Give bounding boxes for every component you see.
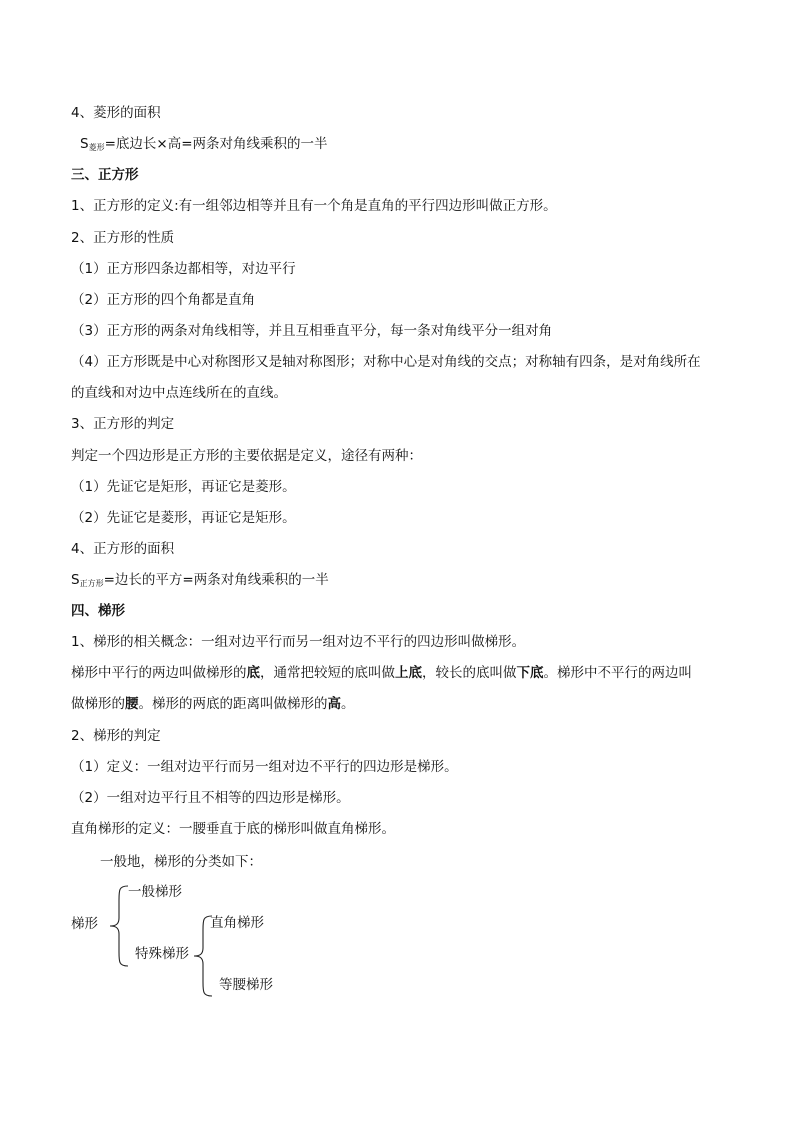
formula-s: S [71,572,80,588]
formula-subscript: 正方形 [79,579,104,588]
right-trapezoid-definition: 直角梯形的定义：一腰垂直于底的梯形叫做直角梯形。 [71,821,395,837]
text-run: ，通常把较短的底叫做 [260,665,395,681]
square-property: （1）正方形四条边都相等，对边平行 [71,261,296,277]
trapezoid-paragraph-line2 [71,694,355,714]
square-judge-intro: 判定一个四边形是正方形的主要依据是定义，途径有两种： [71,448,422,464]
bold-term: 下底 [516,665,544,681]
square-definition: 1、正方形的定义:有一组邻边相等并且有一个角是直角的平行四边形叫做正方形。 [71,198,557,214]
trapezoid-heading: 四、梯形 [71,603,125,619]
brace-root [106,884,130,968]
trapezoid-paragraph-line1 [71,663,692,683]
formula-s: S [80,136,89,152]
formula-text: =底边长×高=两条对角线乘积的一半 [104,136,328,152]
brace-special [190,914,214,998]
text-run: 。梯形的两底的距离叫做梯形的 [138,696,328,712]
tree-general-trapezoid: 一般梯形 [128,884,182,900]
square-property: （3）正方形的两条对角线相等，并且互相垂直平分，每一条对角线平分一组对角 [71,323,553,339]
tree-isosceles-trapezoid: 等腰梯形 [219,977,273,993]
text-run: 做梯形的 [71,696,125,712]
tree-root-trapezoid: 梯形 [71,916,98,932]
rhombus-area-formula [80,134,328,158]
classification-intro: 一般地，梯形的分类如下： [100,854,262,870]
square-judge-item: （2）先证它是菱形，再证它是矩形。 [71,510,296,526]
formula-text: =边长的平方=两条对角线乘积的一半 [103,572,329,588]
rhombus-area-title: 4、菱形的面积 [71,105,161,121]
text-run: ，较长的底叫做 [422,665,517,681]
tree-right-trapezoid: 直角梯形 [210,915,264,931]
square-property: （4）正方形既是中心对称图形又是轴对称图形；对称中心是对角线的交点；对称轴有四条，是对角线所在 [71,354,701,370]
trapezoid-judge-title: 2、梯形的判定 [71,728,161,744]
tree-special-trapezoid: 特殊梯形 [135,946,189,962]
text-run: 梯形中平行的两边叫做梯形的 [71,665,247,681]
square-property: 的直线和对边中点连线所在的直线。 [71,385,287,401]
bold-term: 腰 [125,696,139,712]
bold-term: 上底 [395,665,422,681]
bold-term: 高 [327,696,341,712]
square-judge-title: 3、正方形的判定 [71,416,175,432]
square-property: （2）正方形的四个角都是直角 [71,292,256,308]
text-run: 。梯形中不平行的两边叫 [543,665,692,681]
square-area-title: 4、正方形的面积 [71,541,175,557]
square-heading: 三、正方形 [71,167,139,183]
bold-term: 底 [246,665,260,681]
text-run: 。 [341,696,355,712]
trapezoid-judge-item: （1）定义：一组对边平行而另一组对边不平行的四边形是梯形。 [71,759,458,775]
trapezoid-concept: 1、梯形的相关概念：一组对边平行而另一组对边不平行的四边形叫做梯形。 [71,634,526,650]
square-area-formula [71,570,329,594]
trapezoid-judge-item: （2）一组对边平行且不相等的四边形是梯形。 [71,790,350,806]
formula-subscript: 菱形 [88,143,105,152]
square-properties-title: 2、正方形的性质 [71,230,175,246]
square-judge-item: （1）先证它是矩形，再证它是菱形。 [71,479,296,495]
